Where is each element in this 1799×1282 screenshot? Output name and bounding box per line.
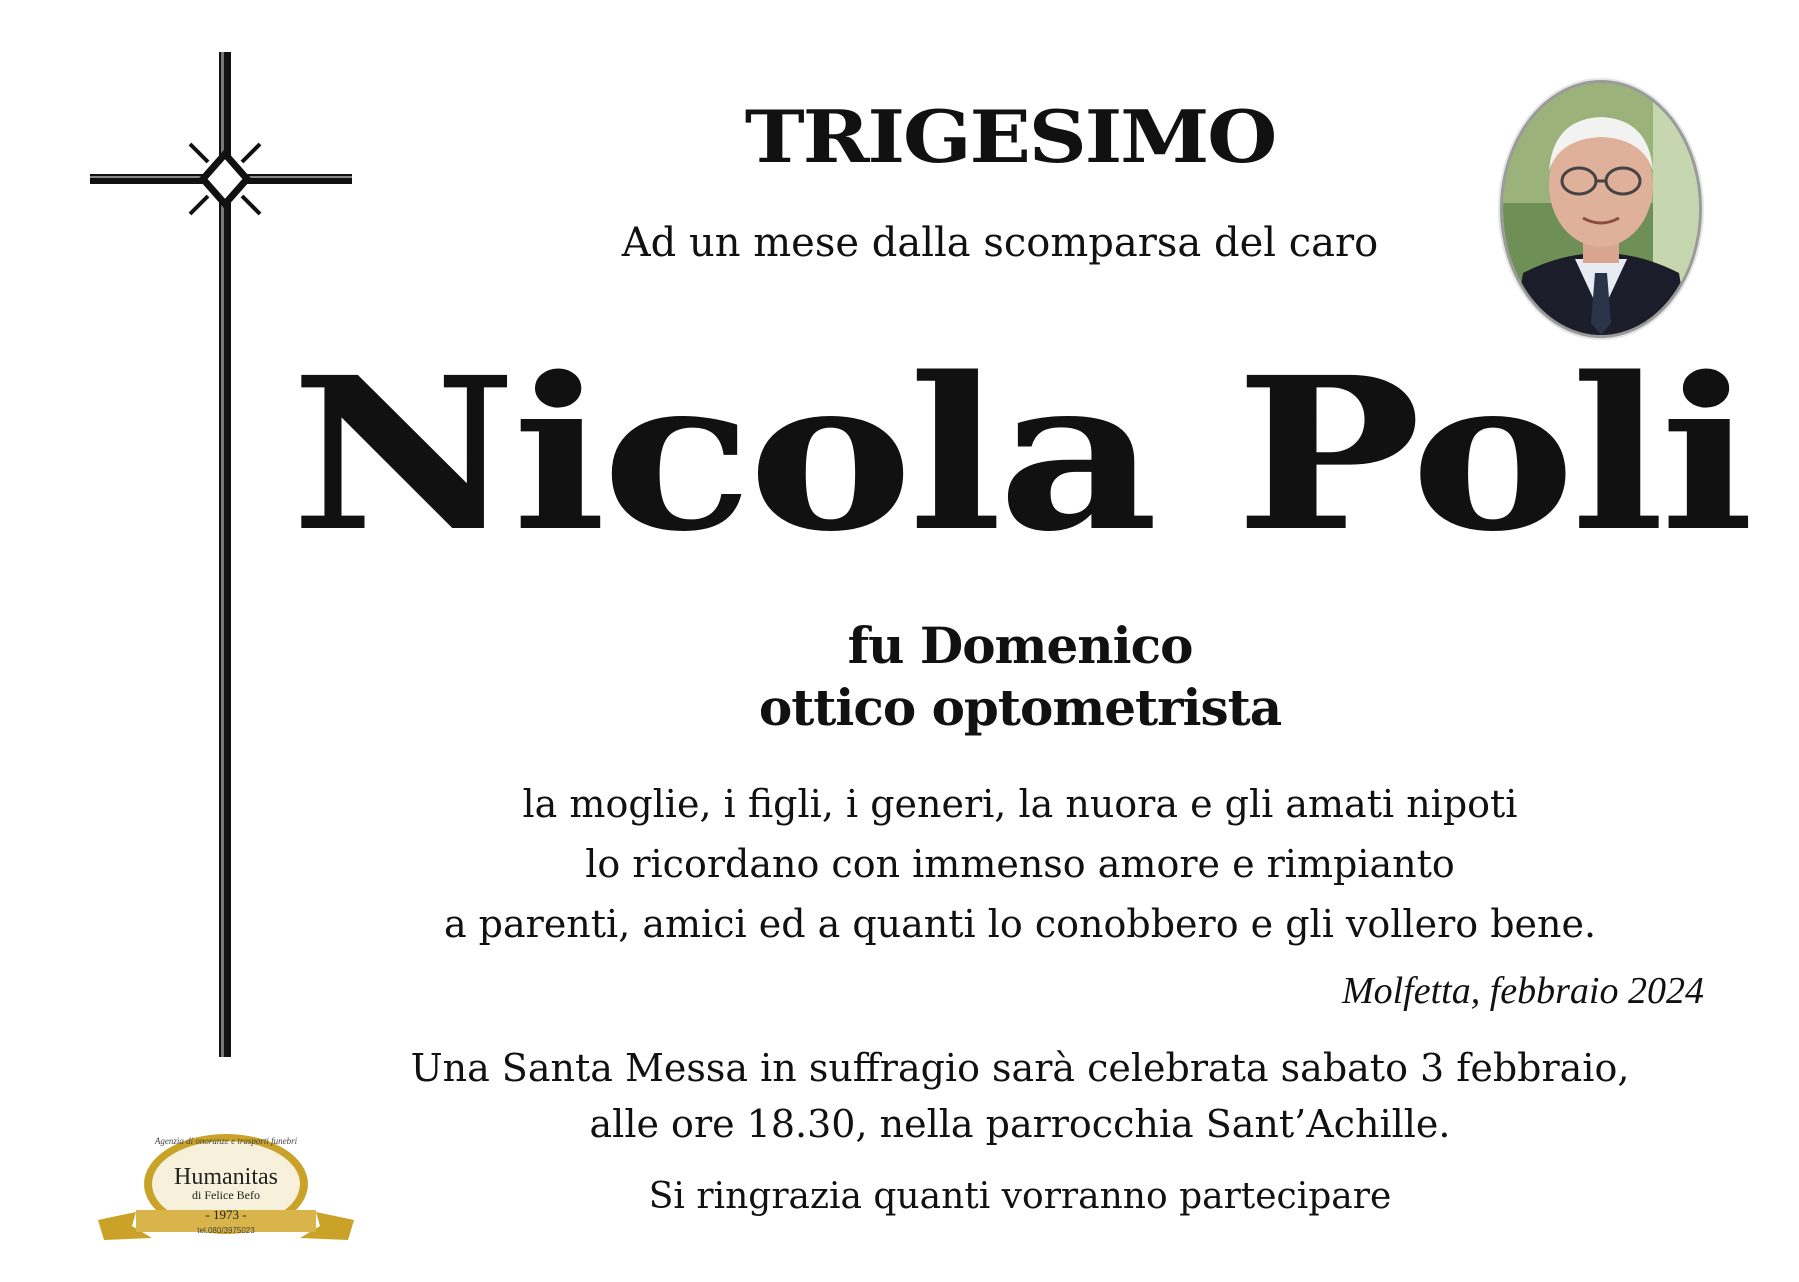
remembrance-line: lo ricordano con immenso amore e rimpianto <box>585 842 1455 886</box>
thanks-text: Si ringrazia quanti vorranno partecipare <box>648 1176 1392 1217</box>
family-line: la moglie, i figli, i generi, la nuora e gli amati nipoti <box>522 782 1518 826</box>
announcement-line: a parenti, amici ed a quanti lo conobbero e gli vollero bene. <box>443 902 1597 946</box>
place-date: Molfetta, febbraio 2024 <box>1341 970 1704 1012</box>
logo-tagline: Agenzia di onoranze e trasporti funebri <box>154 1136 298 1146</box>
intro-text: Ad un mese dalla scomparsa del caro <box>621 220 1379 266</box>
profession: ottico optometrista <box>758 678 1282 737</box>
logo-subtitle: di Felice Befo <box>192 1188 260 1202</box>
logo-phone: tel.080/3975023 <box>197 1226 255 1235</box>
logo-name: Humanitas <box>174 1164 278 1190</box>
deceased-name: Nicola Poli <box>290 331 1750 578</box>
logo-year: - 1973 - <box>205 1207 247 1222</box>
agency-logo <box>96 1128 356 1246</box>
mass-line: Una Santa Messa in suffragio sarà celebrata sabato 3 febbraio, <box>410 1046 1630 1090</box>
portrait-photo <box>1500 80 1702 338</box>
notice-heading: TRIGESIMO <box>744 94 1276 179</box>
father-name: fu Domenico <box>847 616 1193 675</box>
mass-time-line: alle ore 18.30, nella parrocchia Sant’Achille. <box>589 1102 1451 1146</box>
